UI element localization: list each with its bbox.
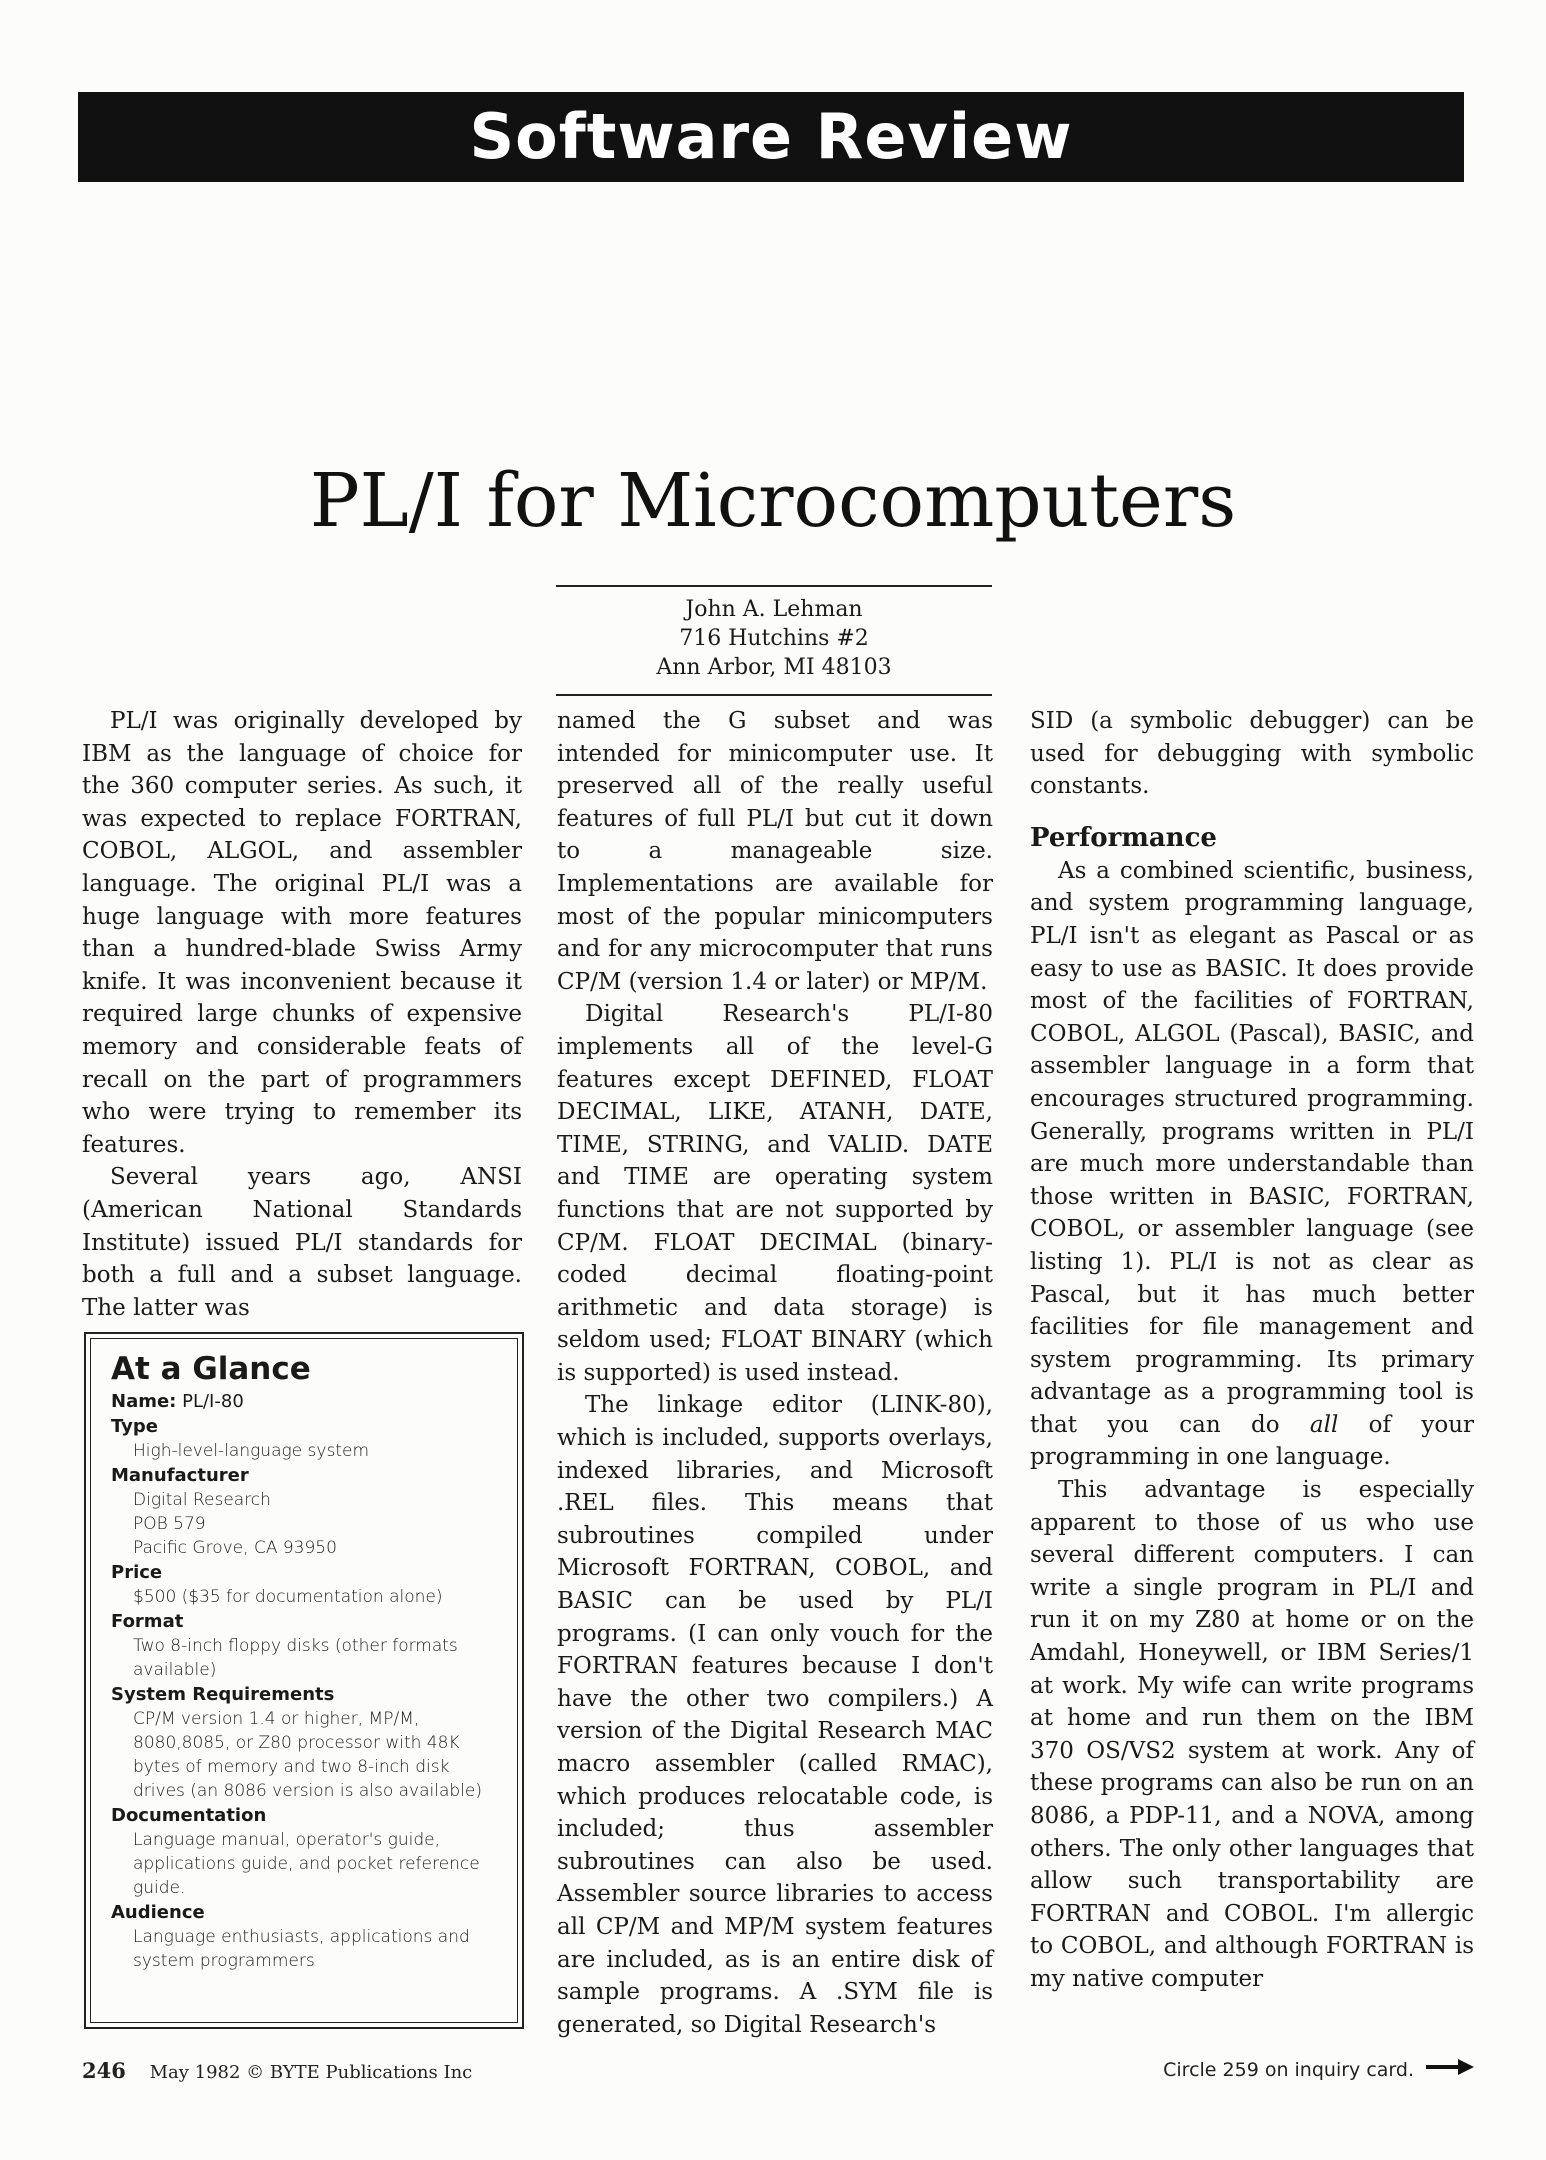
author-name: John A. Lehman [685,597,863,622]
glance-type-value: High-level-language system [133,1441,370,1461]
glance-format-value: Two 8-inch floppy disks (other formats available) [133,1636,458,1680]
page-number: 246 [82,2058,126,2083]
column-3 [1030,705,1474,1996]
at-a-glance-inner [90,1338,518,2023]
col1-paragraph-1: PL/I was originally developed by IBM as the language of choice for the 360 computer series. As such, it was expected to replace FORTRAN, COBOL, ALGOL, and assembler language. The original PL/I was a huge language with more features than a hundred-blade Swiss Army knife. It was inconvenient because it required large chunks of expensive memory and considerable feats of recall on the part of programmers who were trying to remember its features. [82,708,522,1158]
glance-manufacturer-label: Manufacturer [111,1465,249,1486]
glance-documentation-value: Language manual, operator's guide, applications guide, and pocket reference guide. [133,1830,480,1898]
author-address-line1: 716 Hutchins #2 [679,626,869,651]
inquiry-text: Circle 259 on inquiry card. [1163,2058,1414,2081]
section-heading-performance: Performance [1030,822,1217,853]
article-title: PL/I for Microcomputers [309,458,1237,544]
arrow-right-icon [1426,2058,1474,2081]
glance-documentation-label: Documentation [111,1805,267,1826]
section-banner-title: Software Review [469,100,1073,173]
col3-paragraph-2 [1030,855,1474,1474]
glance-type-label: Type [111,1416,158,1437]
col1-paragraph-2: Several years ago, ANSI (American National Standards Institute) issued PL/I standards for both a full and a subset language. The latter was [82,1164,522,1321]
glance-price-label: Price [111,1562,163,1583]
inquiry-note [1163,2058,1474,2081]
col3-paragraph-2-emphasis: all [1309,1411,1339,1438]
col3-paragraph-2-part-a: As a combined scientific, business, and system programming language, PL/I isn't as elegant as Pascal or as easy to use as BASIC. It does provide most of the facilities of FORTRAN, COBOL, ALGOL (Pascal), BASIC, and assembler language in a form that encourages structured programming. Generally, programs written in PL/I are much more understandable than those written in BASIC, FORTRAN, COBOL, or assembler language (see listing 1). PL/I is not as clear as Pascal, but it has much better facilities for file management and system programming. Its primary advantage as a programming tool is that you can do [1030,857,1474,1438]
at-a-glance-box [84,1332,524,2029]
col2-paragraph-3: The linkage editor (LINK-80), which is included, supports overlays, indexed libraries, and Microsoft .REL files. This means that subroutines compiled under Microsoft FORTRAN, COBOL, and BASIC can be used by PL/I programs. (I can only vouch for the FORTRAN features because I don't have the other two compilers.) A version of the Digital Research MAC macro assembler (called RMAC), which produces relocatable code, is included; thus assembler subroutines can also be used. Assembler source libraries to access all CP/M and MP/M system features are included, as is an entire disk of sample programs. A .SYM file is generated, so Digital Research's [557,1392,993,2038]
glance-sysreq-label: System Requirements [111,1684,335,1705]
glance-sysreq-value: CP/M version 1.4 or higher, MP/M, 8080,8085, or Z80 processor with 48K bytes of memory and two 8-inch disk drives (an 8086 version is also available) [133,1709,482,1801]
col3-paragraph-3: This advantage is especially apparent to those of us who use several different computers. I can write a single program in PL/I and run it on my Z80 at home or on the Amdahl, Honeywell, or IBM Series/1 at work. My wife can write programs at home and run them on the IBM 370 OS/VS2 system at work. Any of these programs can also be run on an 8086, a PDP-11, and a NOVA, among others. The only other languages that allow such transportability are FORTRAN and COBOL. I'm allergic to COBOL, and although FORTRAN is my native computer [1030,1477,1474,1992]
glance-audience-label: Audience [111,1902,205,1923]
glance-format-label: Format [111,1611,184,1632]
section-banner [78,92,1464,182]
col3-paragraph-2-part-b: of your programming in one language. [1030,1411,1475,1471]
page-footer [82,2058,472,2083]
column-2 [557,705,993,2041]
col2-paragraph-2: Digital Research's PL/I-80 implements all of the level-G features except DEFINED, FLOAT DECIMAL, LIKE, ATANH, DATE, TIME, STRING, and VALID. DATE and TIME are operating system functions that are not supported by CP/M. FLOAT DECIMAL (binary-coded decimal floating-point arithmetic and data storage) is seldom used; FLOAT BINARY (which is supported) is used instead. [557,1001,993,1386]
col2-paragraph-1: named the G subset and was intended for minicomputer use. It preserved all of the really useful features of full PL/I but cut it down to a manageable size. Implementations are available for most of the popular minicomputers and for any microcomputer that runs CP/M (version 1.4 or later) or MP/M. [557,708,993,995]
glance-name-label: Name: [111,1391,177,1412]
col3-paragraph-1: SID (a symbolic debugger) can be used for debugging with symbolic constants. [1030,708,1474,800]
issue-info: May 1982 © BYTE Publications Inc [149,2062,473,2083]
author-address-line2: Ann Arbor, MI 48103 [656,655,892,680]
glance-manufacturer-line1: Digital Research [133,1490,271,1510]
at-a-glance-title: At a Glance [111,1351,311,1387]
glance-name-value: PL/I-80 [182,1391,244,1412]
glance-manufacturer-line2: POB 579 [133,1514,206,1534]
glance-price-value: $500 ($35 for documentation alone) [133,1587,443,1607]
glance-name-row [111,1389,505,1414]
glance-manufacturer-line3: Pacific Grove, CA 93950 [133,1538,337,1558]
column-1 [82,705,522,1324]
author-byline [556,585,992,696]
glance-audience-value: Language enthusiasts, applications and system programmers [133,1927,470,1971]
